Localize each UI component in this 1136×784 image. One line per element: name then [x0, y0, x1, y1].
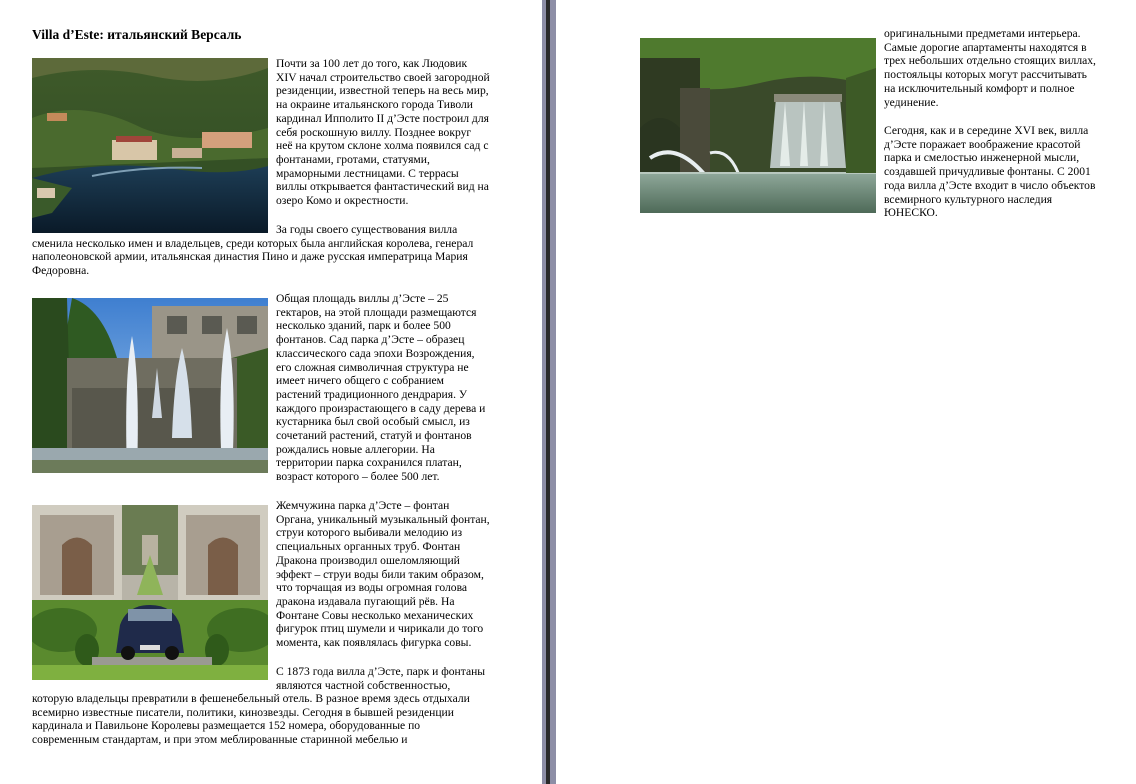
document-page-right — [556, 0, 1136, 784]
paragraph-3: Общая площадь виллы д’Эсте – 25 гектаров, на этой площади размещаются несколько зданий, парк и более 500 фонтанов. Сад парка д’Эсте – образец классического сада эпохи Возрождения, его сложная символичная структура не имеет ничего общего с собранием растений традиционного дендрария. У каждого произрастающего в саду дерева и кустарника был свой особый смысл, из сочетаний растений, статуй и фонтанов рождались новые аллегории. На территории парка сохранился платан, возраст которого – более 500 лет. — [276, 292, 486, 484]
paragraph-5-side: С 1873 года вилла д’Эсте, парк и фонтаны являются частной собственностью, — [276, 665, 486, 692]
paragraph-6: оригинальными предметами интерьера. Самые дорогие апартаменты находятся в трех небольших отдельно стоящих виллах, постояльцы которых могут рассчитывать на исключительный комфорт и полное уединение. — [884, 27, 1096, 109]
page-separator-line — [546, 0, 550, 784]
paragraph-4: Жемчужина парка д’Эсте – фонтан Органа, уникальный музыкальный фонтан, струи которого выбивали мелодию из специальных органных труб. Фонтан Дракона производил ошеломляющий эффект – струи воды били таким образом, что торчащая из воды огромная голова дракона издавала пугающий рёв. На Фонтане Совы несколько механических фигурок птиц шумели и чирикали до того момента, как появлялась фигурка совы. — [276, 499, 490, 650]
waterfall-grotto-photo — [640, 38, 876, 213]
page-title: Villa d’Este: итальянский Версаль — [32, 27, 242, 42]
paragraph-7: Сегодня, как и в середине XVI век, вилла д’Эсте поражает воображение красотой парка и смелостью инженерной мысли, создавшей причудливые фонтаны. С 2001 года вилла д’Эсте входит в число объектов всемирного культурного наследия ЮНЕСКО. — [884, 124, 1096, 220]
paragraph-5: которую владельцы превратили в фешенебельный отель. В разное время здесь отдыхали всемирно известные писатели, политики, кинозвезды. Сегодня в бывшей резиденции кардинала и Павильоне Королевы размещается 152 номера, оборудованные по современным стандартам, и при этом меблированные старинной мебелью и — [32, 692, 470, 747]
paragraph-1: Почти за 100 лет до того, как Людовик XIV начал строительство своей загородной резиденции, известной теперь на весь мир, на окраине итальянского города Тиволи кардинал Ипполито II д’Эсте построил для себя роскошную виллу. Позднее вокруг неё на крутом склоне холма появился сад с фонтанами, гротами, статуями, мраморными лестницами. С террасы виллы открывается фантастический вид на озеро Комо и окрестности. — [276, 57, 490, 208]
paragraph-2: За годы своего существования вилла сменила несколько имен и владельцев, среди которых была английская королева, генерал наполеоновской армии, итальянская династия Пино и даже русская императрица Мария Федоровна. — [32, 223, 474, 278]
fountain-garden-photo — [32, 298, 268, 473]
document-page-left — [0, 0, 542, 784]
page-separator — [542, 0, 556, 784]
courtyard-car-photo — [32, 505, 268, 680]
villa-lake-photo — [32, 58, 268, 233]
